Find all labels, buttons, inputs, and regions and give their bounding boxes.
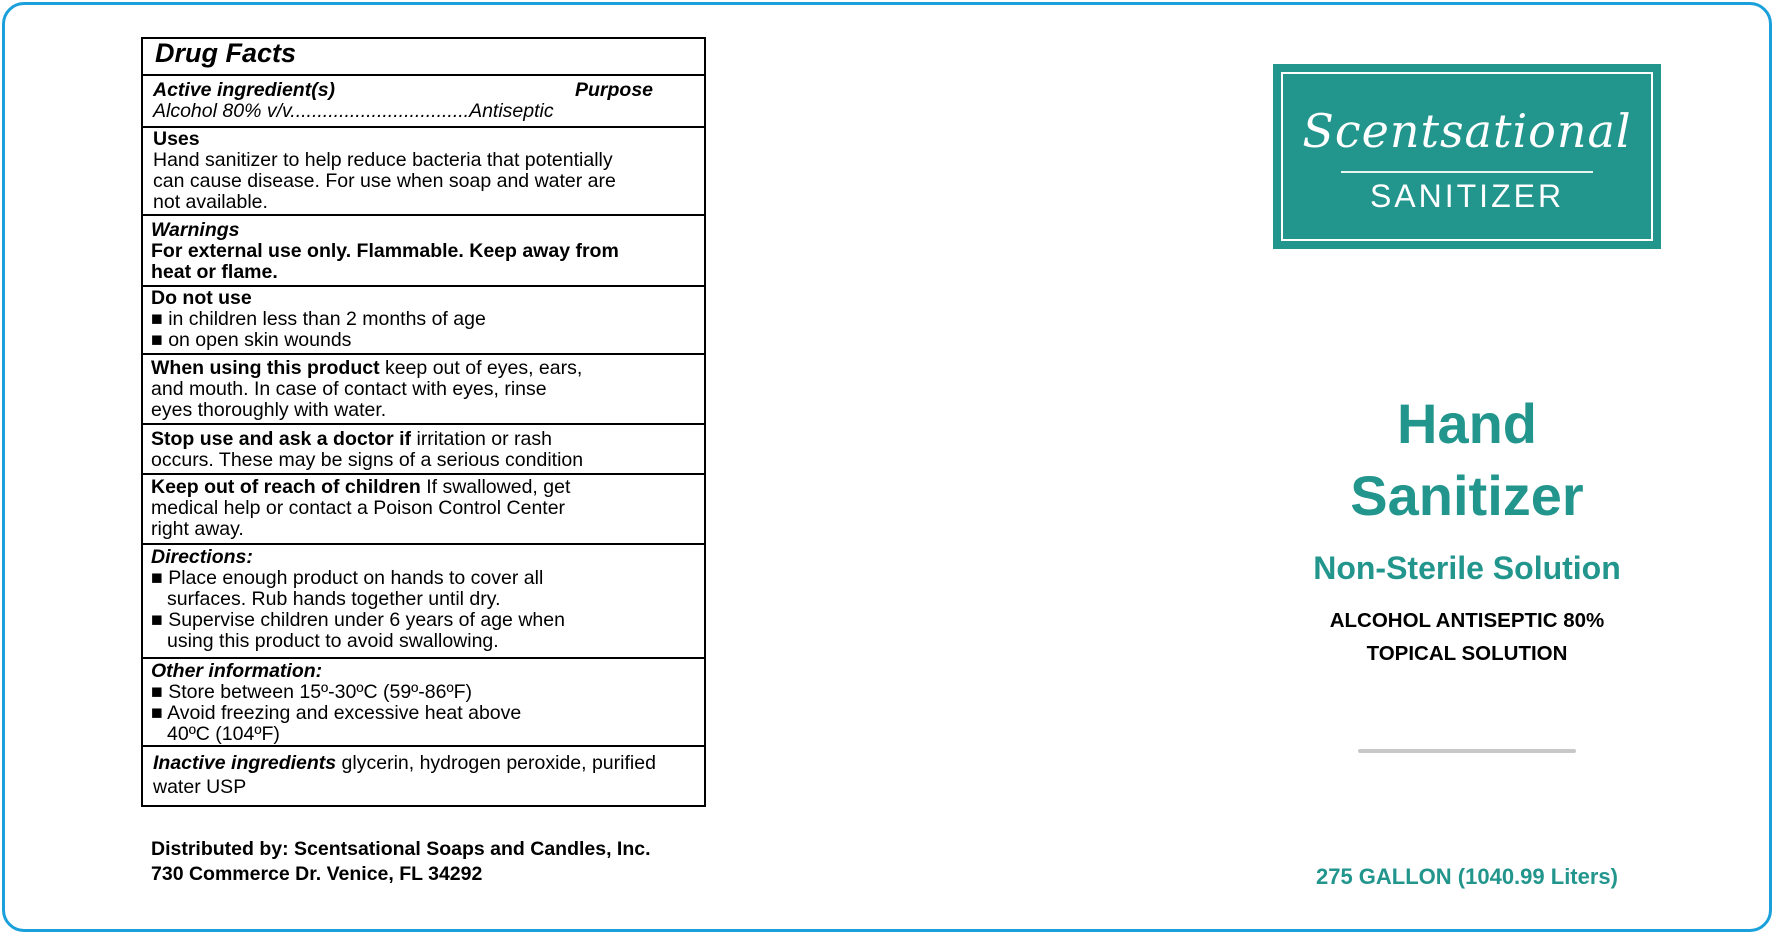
- warnings-line: For external use only. Flammable. Keep away from: [151, 240, 619, 262]
- keep-out-line: right away.: [151, 518, 244, 540]
- product-name-line: Hand: [1397, 392, 1537, 455]
- other-information-item: 40ºC (104ºF): [167, 723, 280, 745]
- active-ingredient-header: Active ingredient(s): [153, 79, 336, 101]
- stop-use-line: occurs. These may be signs of a serious condition: [151, 449, 584, 471]
- directions-title: Directions:: [151, 546, 253, 568]
- stop-use-text: irritation or rash: [411, 428, 552, 450]
- directions-item: surfaces. Rub hands together until dry.: [167, 588, 501, 610]
- keep-out-text: If swallowed, get: [420, 476, 571, 498]
- distributor-name: Distributed by: Scentsational Soaps and Candles, Inc.: [151, 838, 651, 860]
- uses-line: Hand sanitizer to help reduce bacteria that potentially: [153, 149, 613, 171]
- when-using-line: eyes thoroughly with water.: [151, 399, 387, 421]
- distributor-block: [151, 837, 651, 887]
- logo-divider: [1341, 171, 1593, 173]
- directions-item: ■ Place enough product on hands to cover all: [151, 567, 544, 589]
- brand-logo: [1273, 64, 1661, 249]
- directions-item: using this product to avoid swallowing.: [167, 630, 499, 652]
- drug-facts-title: Drug Facts: [155, 38, 297, 68]
- inactive-ingredients-title: Inactive ingredients: [153, 752, 337, 774]
- warnings-title: Warnings: [151, 219, 240, 241]
- product-description: [1267, 604, 1667, 670]
- directions-section: [143, 543, 704, 657]
- active-ingredients-section: [143, 74, 704, 125]
- stop-use-section: [143, 423, 704, 473]
- other-information-title: Other information:: [151, 660, 323, 682]
- product-description-line: ALCOHOL ANTISEPTIC 80%: [1329, 609, 1605, 632]
- do-not-use-title: Do not use: [151, 287, 252, 309]
- inactive-ingredients-section: [143, 745, 704, 805]
- product-name-line: Sanitizer: [1350, 464, 1584, 527]
- when-using-title: When using this product: [151, 357, 380, 379]
- when-using-line: and mouth. In case of contact with eyes, rinse: [151, 378, 547, 400]
- other-information-item: ■ Store between 15º-30ºC (59º-86ºF): [151, 681, 472, 703]
- uses-title: Uses: [153, 128, 200, 150]
- purpose-header: Purpose: [575, 79, 654, 101]
- uses-section: [143, 126, 704, 214]
- keep-out-section: [143, 473, 704, 543]
- distributor-address: 730 Commerce Dr. Venice, FL 34292: [151, 863, 483, 885]
- product-name: [1267, 388, 1667, 532]
- inactive-ingredients-line: water USP: [153, 776, 247, 798]
- product-description-line: TOPICAL SOLUTION: [1366, 642, 1568, 665]
- do-not-use-item: ■ in children less than 2 months of age: [151, 308, 486, 330]
- keep-out-title: Keep out of reach of children: [151, 476, 421, 498]
- warnings-line: heat or flame.: [151, 261, 278, 283]
- product-subtitle: Non-Sterile Solution: [1313, 550, 1621, 586]
- logo-subtitle: SANITIZER: [1369, 178, 1565, 214]
- decorative-divider: [1358, 749, 1576, 753]
- inactive-ingredients-text: glycerin, hydrogen peroxide, purified: [336, 752, 656, 774]
- logo-script-text: Scentsational: [1302, 104, 1632, 158]
- warnings-section: [143, 214, 704, 285]
- stop-use-title: Stop use and ask a doctor if: [151, 428, 412, 450]
- drug-facts-panel: [141, 37, 706, 807]
- other-information-item: ■ Avoid freezing and excessive heat above: [151, 702, 522, 724]
- do-not-use-item: ■ on open skin wounds: [151, 329, 352, 351]
- logo-frame: [1281, 72, 1653, 241]
- product-volume: 275 GALLON (1040.99 Liters): [1315, 864, 1618, 889]
- uses-line: not available.: [153, 191, 268, 213]
- other-information-section: [143, 657, 704, 745]
- keep-out-line: medical help or contact a Poison Control Center: [151, 497, 566, 519]
- directions-item: ■ Supervise children under 6 years of age when: [151, 609, 565, 631]
- do-not-use-section: [143, 285, 704, 353]
- when-using-section: [143, 353, 704, 423]
- active-ingredient-line: Alcohol 80% v/v.................................Antiseptic: [153, 100, 554, 122]
- uses-line: can cause disease. For use when soap and water are: [153, 170, 616, 192]
- when-using-text: keep out of eyes, ears,: [379, 357, 583, 379]
